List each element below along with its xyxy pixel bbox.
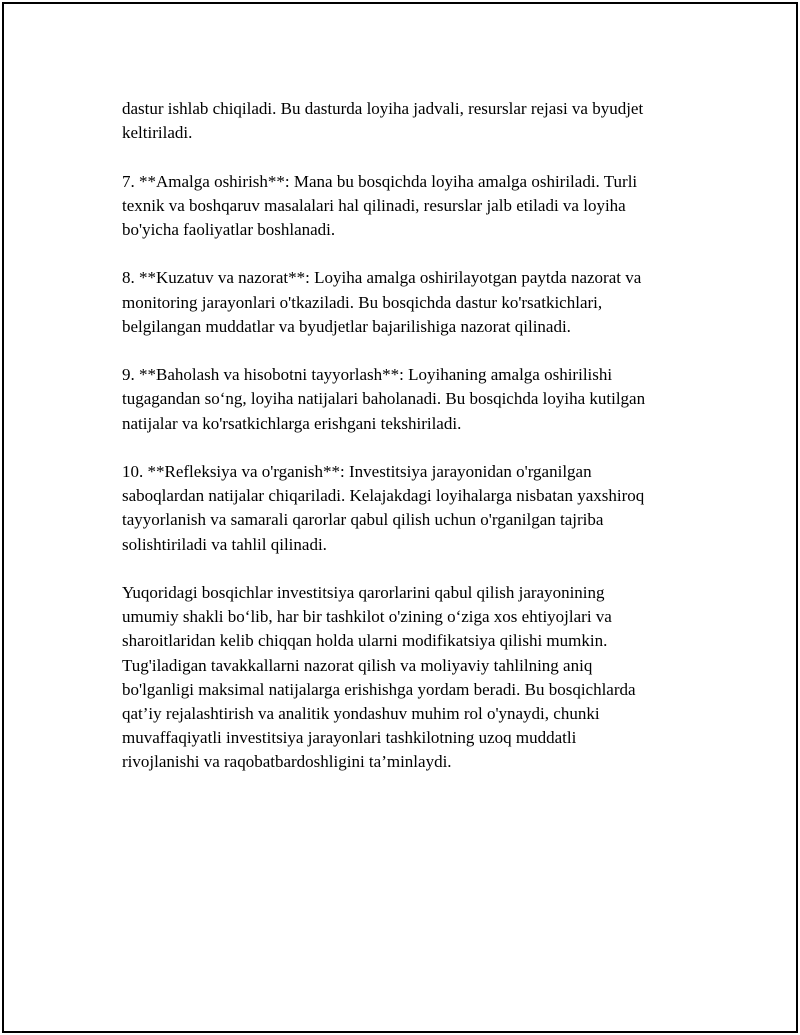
text-line: tugagandan so‘ng, loyiha natijalari baholanadi. Bu bosqichda loyiha kutilgan xyxy=(122,389,646,409)
text-line: Tug'iladigan tavakkallarni nazorat qilish va moliyaviy tahlilning aniq xyxy=(122,655,593,675)
text-line: 9. **Baholash va hisobotni tayyorlash**: Loyihaning amalga oshirilishi xyxy=(122,365,613,385)
text-line: 8. **Kuzatuv va nazorat**: Loyiha amalga oshirilayotgan paytda nazorat va xyxy=(122,268,642,288)
text-line: muvaffaqiyatli investitsiya jarayonlari tashkilotning uzoq muddatli xyxy=(122,728,577,748)
text-line: bo'lganligi maksimal natijalarga erishishga yordam beradi. Bu bosqichlarda xyxy=(122,679,636,699)
text-line: saboqlardan natijalar chiqariladi. Kelajakdagi loyihalarga nisbatan yaxshiroq xyxy=(122,486,645,506)
text-line: 10. **Refleksiya va o'rganish**: Investitsiya jarayonidan o'rganilgan xyxy=(122,461,592,481)
paragraph-step-10 xyxy=(122,460,702,557)
paragraph-step-9 xyxy=(122,363,702,436)
text-line: rivojlanishi va raqobatbardoshligini ta’minlaydi. xyxy=(122,752,452,772)
text-line: umumiy shakli bo‘lib, har bir tashkilot o'zining o‘ziga xos ehtiyojlari va xyxy=(122,607,612,627)
text-line: qat’iy rejalashtirish va analitik yondashuv muhim rol o'ynaydi, chunki xyxy=(122,704,600,723)
text-line: tayyorlanish va samarali qarorlar qabul qilish uchun o'rganilgan tajriba xyxy=(122,510,604,530)
page xyxy=(2,2,798,1033)
text-line: natijalar va ko'rsatkichlarga erishgani tekshiriladi. xyxy=(122,413,462,433)
text-line: dastur ishlab chiqiladi. Bu dasturda loyiha jadvali, resurslar rejasi va byudjet xyxy=(122,99,644,118)
text-line: monitoring jarayonlari o'tkaziladi. Bu bosqichda dastur ko'rsatkichlari, xyxy=(122,292,603,312)
text-line: bo'yicha faoliyatlar boshlanadi. xyxy=(122,220,336,239)
text-line: sharoitlaridan kelib chiqqan holda ularni modifikatsiya qilishi mumkin. xyxy=(122,631,608,651)
document-body xyxy=(122,97,702,799)
text-line: Yuqoridagi bosqichlar investitsiya qarorlarini qabul qilish jarayonining xyxy=(122,582,605,602)
text-line: belgilangan muddatlar va byudjetlar bajarilishiga nazorat qilinadi. xyxy=(122,316,571,336)
paragraph-continuation xyxy=(122,97,702,145)
paragraph-conclusion xyxy=(122,581,702,775)
paragraph-step-7 xyxy=(122,170,702,243)
text-line: texnik va boshqaruv masalalari hal qilinadi, resurslar jalb etiladi va loyiha xyxy=(122,195,626,215)
text-line: 7. **Amalga oshirish**: Mana bu bosqichda loyiha amalga oshiriladi. Turli xyxy=(122,171,638,191)
text-line: keltiriladi. xyxy=(122,123,193,143)
text-line: solishtiriladi va tahlil qilinadi. xyxy=(122,534,327,554)
paragraph-step-8 xyxy=(122,266,702,339)
